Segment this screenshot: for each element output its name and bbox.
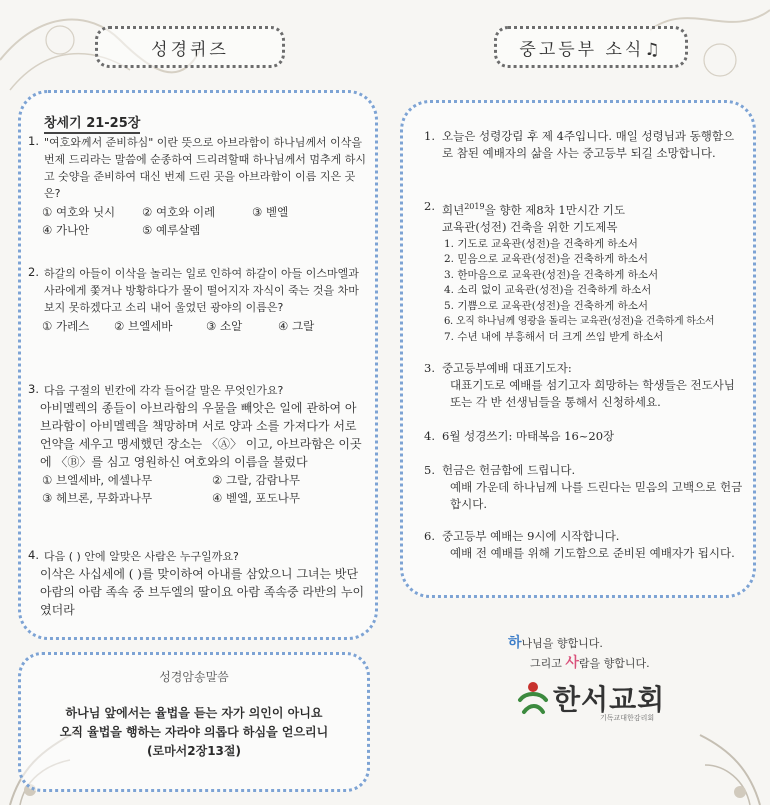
- question-text: "여호와께서 준비하심" 이란 뜻으로 아브라함이 하나님께서 이삭을 번제 드리라는 말씀에 순종하여 드리려할때 하나님께서 멈추게 하시고 숫양을 준비하여 대신 번제 드린 곳을 아브라함이 이름 지은 곳은?: [44, 136, 367, 200]
- slogan-accent: 사: [565, 655, 579, 671]
- memory-verse-line: 하나님 앞에서는 율법을 듣는 자가 의인이 아니요: [65, 706, 323, 720]
- news-title: 중고등부 소식♫: [519, 39, 663, 60]
- quiz-title: 성경퀴즈: [151, 39, 229, 60]
- option: ③ 헤브론, 무화과나무: [42, 491, 153, 505]
- prayer-item: 5. 기쁨으로 교육관(성전)을 건축하게 하소서: [444, 299, 648, 312]
- prayer-list: [424, 237, 744, 346]
- quiz-question-4: [28, 548, 368, 619]
- news-item-1: [424, 128, 744, 162]
- question-number: 1.: [28, 134, 39, 148]
- news-body: 예배 전 예배를 위해 기도함으로 준비된 예배자가 됩시다.: [450, 546, 735, 560]
- question-prompt: 다음 구절의 빈칸에 각각 들어갈 말은 무엇인가요?: [44, 384, 284, 397]
- news-number: 1.: [424, 129, 435, 143]
- church-name: 한서교회: [553, 683, 666, 716]
- news-heading-sup: 2019: [464, 202, 485, 211]
- memory-verse-title: 성경암송말씀: [159, 670, 229, 684]
- news-number: 5.: [424, 463, 435, 477]
- question-text: 하갈의 아들이 이삭을 놀리는 일로 인하여 하갈이 아들 이스마엘과 사라에게 쫓겨나 방황하다가 물이 떨어지자 자식이 죽는 것을 차마 보지 못하겠다고 소리 내어 울었던 광야의 이름은?: [44, 267, 359, 314]
- question-options: [28, 471, 368, 507]
- question-number: 4.: [28, 548, 39, 562]
- plant-decoration-bottom-right: [690, 720, 770, 805]
- news-item-2: [424, 198, 744, 345]
- news-text: 오늘은 성령강림 후 제 4주입니다. 매일 성령님과 동행함으로 참된 예배자의 삶을 사는 중고등부 되길 소망합니다.: [442, 129, 735, 160]
- news-item-6: [424, 528, 744, 562]
- news-number: 4.: [424, 429, 435, 443]
- news-number: 3.: [424, 361, 435, 375]
- prayer-item: 7. 수년 내에 부흥해서 더 크게 쓰임 받게 하소서: [444, 330, 664, 343]
- news-number: 6.: [424, 529, 435, 543]
- option: ② 브엘세바: [114, 319, 173, 333]
- news-item-3: [424, 360, 744, 411]
- option: ② 여호와 이레: [142, 205, 216, 219]
- news-heading: 헌금은 헌금함에 드립니다.: [442, 463, 576, 477]
- slogan-line-2: [530, 652, 650, 672]
- option: ④ 그랄: [278, 319, 315, 333]
- option: ① 브엘세바, 에셀나무: [42, 473, 153, 487]
- news-body: 예배 가운데 하나님께 나를 드린다는 믿음의 고백으로 헌금합시다.: [450, 480, 743, 511]
- quiz-range: 창세기 21-25장: [44, 112, 140, 134]
- slogan-accent: 하: [508, 635, 522, 651]
- news-subtitle: 교육관(성전) 건축을 위한 기도제목: [442, 219, 618, 234]
- news-heading: 중고등부 예배는 9시에 시작합니다.: [442, 529, 620, 543]
- church-logo-icon: [516, 678, 550, 718]
- option: ④ 가나안: [42, 223, 90, 237]
- question-body: 아비멜렉의 종들이 아브라함의 우물을 빼앗은 일에 관하여 아브라함이 아비멜렉을 책망하며 서로 양과 소를 가져다가 서로 언약을 세우고 맹세했던 장소는 〈Ⓐ〉 이고, 아브라함은 이곳에 〈Ⓑ〉를 심고 영원하신 여호와의 이름을 불렀다: [40, 401, 362, 469]
- option: ① 가레스: [42, 319, 90, 333]
- news-title-box: [494, 26, 688, 68]
- news-item-4: [424, 428, 744, 445]
- news-body: 대표기도로 예배를 섬기고자 희망하는 학생들은 전도사님 또는 각 반 선생님들을 통해서 신청하세요.: [450, 378, 735, 409]
- question-number: 2.: [28, 265, 39, 279]
- option: ⑤ 예루살렘: [142, 223, 201, 237]
- prayer-item: 3. 한마음으로 교육관(성전)을 건축하게 하소서: [444, 268, 659, 281]
- question-options: [28, 317, 368, 335]
- memory-verse-reference: (로마서2장13절): [147, 744, 241, 758]
- question-body: 이삭은 사십세에 ( )를 맞이하여 아내를 삼았으니 그녀는 밧단 아람의 아람 족속 중 브두엘의 딸이요 아람 족속중 라반의 누이였더라: [40, 567, 365, 617]
- news-heading-part: 희년: [442, 202, 465, 217]
- church-denomination: 기독교대한감리회: [600, 714, 655, 722]
- option: ③ 벧엘: [252, 205, 289, 219]
- prayer-item: 2. 믿음으로 교육관(성전)을 건축하게 하소서: [444, 253, 648, 266]
- prayer-item: 4. 소리 없이 교육관(성전)을 건축하게 하소서: [444, 284, 652, 297]
- quiz-question-2: [28, 265, 368, 335]
- option: ② 그랄, 감람나무: [212, 473, 300, 487]
- prayer-item: 1. 기도로 교육관(성전)을 건축하게 하소서: [444, 237, 638, 250]
- option: ④ 벧엘, 포도나무: [212, 491, 300, 505]
- option: ③ 소알: [206, 319, 243, 333]
- memory-verse-body: [24, 704, 364, 761]
- quiz-title-box: [95, 26, 285, 68]
- option: ① 여호와 닛시: [42, 205, 116, 219]
- slogan-text: 그리고: [530, 657, 566, 670]
- question-prompt: 다음 ( ) 안에 알맞은 사람은 누구일까요?: [44, 550, 239, 563]
- memory-verse-line: 오직 율법을 행하는 자라야 의롭다 하심을 얻으리니: [59, 725, 329, 739]
- quiz-question-3: [28, 382, 368, 507]
- news-panel: [400, 100, 756, 598]
- news-text: 6월 성경쓰기: 마태복음 16~20장: [442, 429, 615, 443]
- news-item-5: [424, 462, 744, 513]
- slogan-text: 람을 향합니다.: [578, 657, 650, 670]
- question-options: [28, 203, 368, 239]
- news-heading-part: 을 향한 제8차 1만시간 기도: [484, 202, 625, 217]
- slogan-line-1: [508, 632, 603, 652]
- news-heading: 중고등부예배 대표기도자:: [442, 361, 572, 375]
- quiz-question-1: [28, 134, 368, 239]
- news-number: 2.: [424, 199, 435, 213]
- news-heading: [424, 198, 744, 219]
- slogan-text: 나님을 향합니다.: [521, 637, 603, 650]
- question-number: 3.: [28, 382, 39, 396]
- prayer-item: 6. 오직 하나님께 영광을 돌리는 교육관(성전)을 건축하게 하소서: [444, 316, 715, 328]
